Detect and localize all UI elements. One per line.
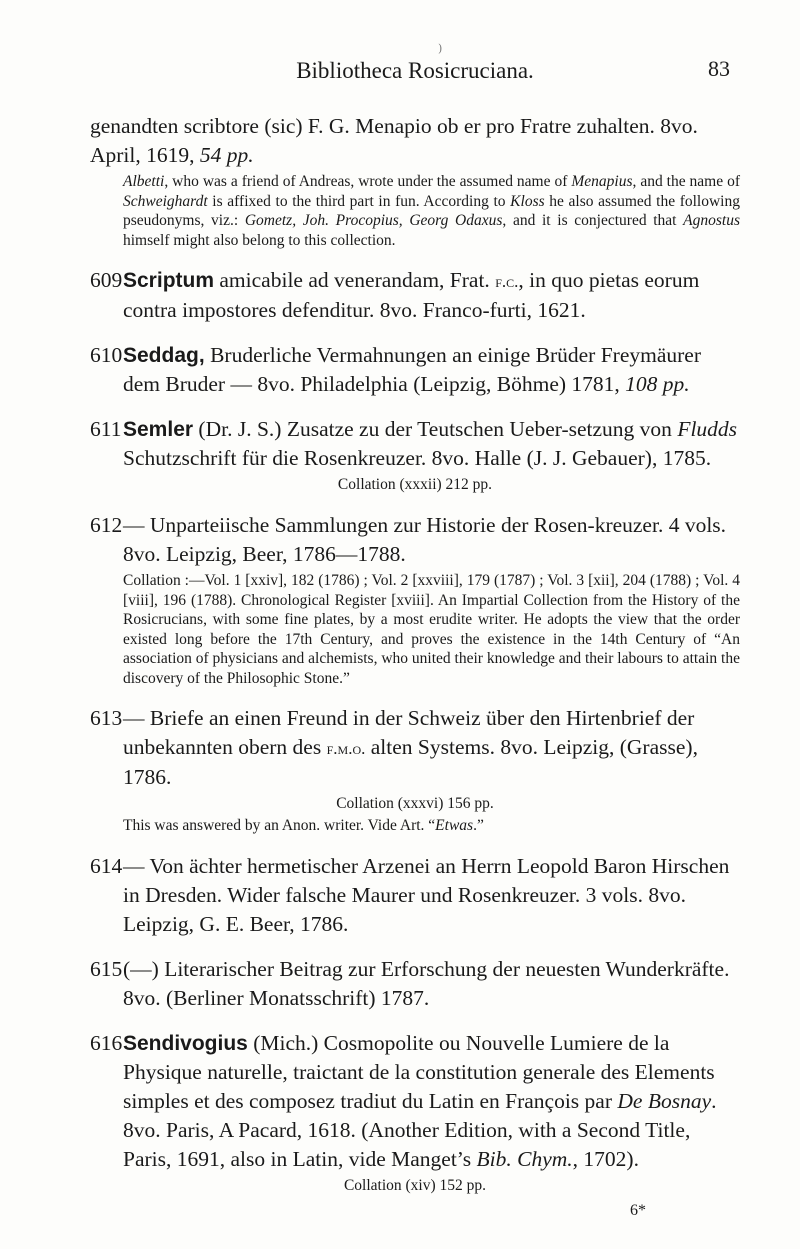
entry-pages: 108 pp. bbox=[625, 372, 690, 396]
entry-author: Semler bbox=[123, 418, 194, 441]
entry-614: 614— Von ächter hermetischer Arzenei an Herrn Leopold Baron Hirschen in Dresden. Wider falsche Maurer und Rosenkreuzer. 3 vols. 8vo. Leipzig, G. E. Beer, 1786. bbox=[90, 853, 730, 936]
catalogue-content bbox=[90, 112, 740, 1196]
entry-613: 613— Briefe an einen Freund in der Schweiz über den Hirtenbrief der unbekannten obern des f.m.o. alten Systems. 8vo. Leipzig, (Grasse), 1786. Collation (xxxvi) 156 pp. This was answered by an Anon. writer. Vide Art. “Etwas.” bbox=[90, 704, 740, 836]
page-number: 83 bbox=[708, 56, 730, 81]
entry-number: 615 bbox=[90, 956, 123, 981]
entry-609: 609Scriptum amicabile ad venerandam, Frat. f.c., in quo pietas eorum contra impostores defenditur. 8vo. Franco-furti, 1621. bbox=[90, 268, 700, 322]
entry-number: 610 bbox=[90, 343, 123, 367]
entry-note: Albetti, who was a friend of Andreas, wrote under the assumed name of Menapius, and the name of Schweighardt is affixed to the third part in fun. According to Kloss he also assumed the following pseudonyms, viz.: Gometz, Joh. Procopius, Georg Odaxus, and it is conjectured that Agnostus himself might also belong to this collection. bbox=[123, 173, 741, 249]
entry-number: 614 bbox=[90, 853, 123, 878]
entry-610: 610Seddag, Bruderliche Vermahnungen an einige Brüder Freymäurer dem Bruder — 8vo. Philadelphia (Leipzig, Böhme) 1781, 108 pp. bbox=[90, 343, 702, 396]
entry-collation: Collation (xiv) 152 pp. bbox=[343, 1176, 487, 1194]
entry-number: 609 bbox=[90, 268, 123, 292]
entry-615: 615(—) Literarischer Beitrag zur Erforschung der neuesten Wunderkräfte. 8vo. (Berliner Monatsschrift) 1787. bbox=[90, 956, 730, 1010]
entry-note: Collation :—Vol. 1 [xxiv], 182 (1786) ; Vol. 2 [xxviii], 179 (1787) ; Vol. 3 [xii], 204 (1788) ; Vol. 4 [viii], 196 (1788). Chronological Register [xviii]. An Impartial Collection from the History of the Rosicrucians, with some fine plates, by a most erudite writer. He adopts the view that the order existed long before the 17th Century, and proves the existence in the 14th Century of “An association of physicians and alchemists, who united their knowledge and their labours to attain the discovery of the Philosophic Stone.” bbox=[123, 572, 740, 687]
entry-number: 611 bbox=[90, 417, 122, 441]
entry-611: 611Semler (Dr. J. S.) Zusatze zu der Teutschen Ueber-setzung von Fludds Schutzschrift für die Rosenkreuzer. 8vo. Halle (J. J. Gebauer), 1785. Collation (xxxii) 212 pp. bbox=[90, 415, 740, 495]
entry-number: 616 bbox=[90, 1030, 123, 1055]
signature-mark: 6* bbox=[630, 1202, 646, 1219]
entry-author: Seddag, bbox=[123, 344, 205, 367]
entry-616: 616Sendivogius (Mich.) Cosmopolite ou Nouvelle Lumiere de la Physique naturelle, traictant de la constitution generale des Elements simples et des composez tradiut du Latin en François par De Bosnay. 8vo. Paris, A Pacard, 1618. (Another Edition, with a Second Title, Paris, 1691, also in Latin, vide Manget’s Bib. Chym., 1702). Collation (xiv) 152 pp. bbox=[90, 1029, 740, 1196]
entry-author: Sendivogius bbox=[123, 1031, 248, 1055]
header-mark: ) bbox=[438, 42, 443, 55]
entry-612: 612— Unparteiische Sammlungen zur Historie der Rosen-kreuzer. 4 vols. 8vo. Leipzig, Beer, 1786—1788. Collation :—Vol. 1 [xxiv], 182 (1786) ; Vol. 2 [xxviii], 179 (1787) ; Vol. 3 [xii], 204 (1788) ; Vol. 4 [viii], 196 (1788). Chronological Register [xviii]. An Impartial Collection from the History of the Rosicrucians, with some fine plates, by a most erudite writer. He adopts the view that the order existed long before the 17th Century, and proves the existence in the 14th Century of “An association of physicians and alchemists, who united their knowledge and their labours to attain the discovery of the Philosophic Stone.” bbox=[90, 513, 740, 687]
entry-collation: Collation (xxxvi) 156 pp. bbox=[336, 795, 494, 812]
running-head: Bibliotheca Rosicruciana. bbox=[296, 58, 534, 83]
entry-collation: Collation (xxxii) 212 pp. bbox=[337, 476, 493, 493]
entry-note: This was answered by an Anon. writer. Vide Art. “Etwas.” bbox=[123, 817, 484, 834]
entry-number: 613 bbox=[90, 706, 123, 730]
entry-number: 612 bbox=[90, 513, 123, 537]
entry-text: genandten scribtore (sic) F. G. Menapio ob er pro Fratre zuhalten. 8vo. April, 1619, bbox=[90, 114, 698, 167]
entry-author: Scriptum bbox=[123, 269, 215, 292]
entry-continuation bbox=[90, 112, 740, 250]
entry-pages: 54 pp. bbox=[199, 143, 254, 167]
